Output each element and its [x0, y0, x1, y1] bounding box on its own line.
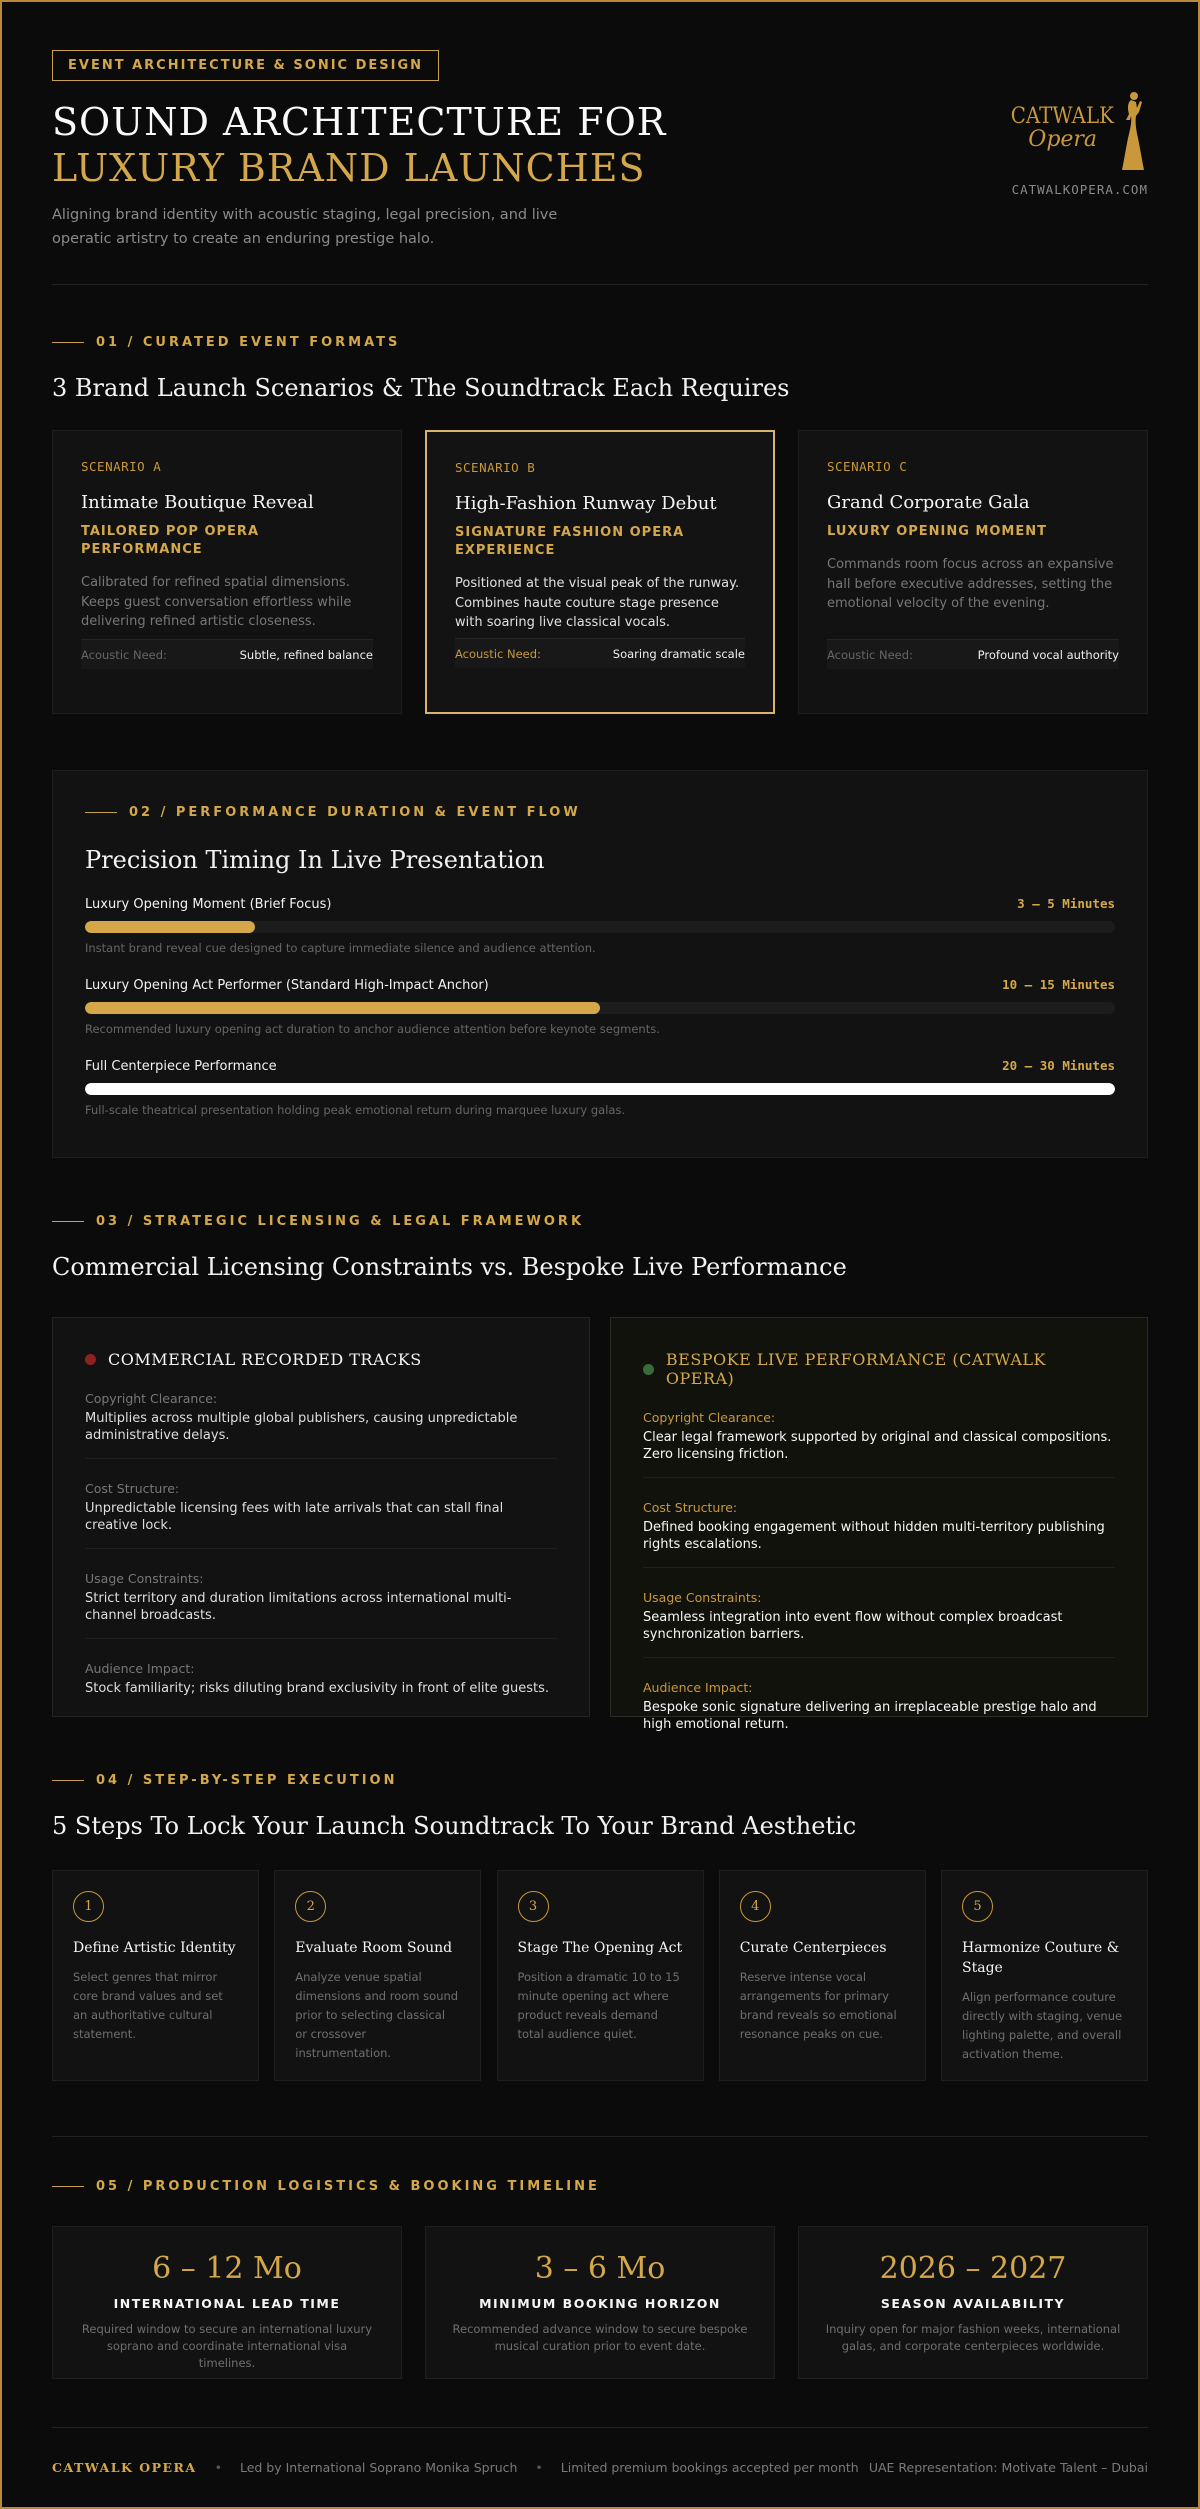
item-label: Usage Constraints: — [643, 1590, 762, 1605]
progress-track — [85, 1002, 1115, 1014]
section-licensing — [52, 1158, 1148, 1732]
acoustic-need-label: Acoustic Need: — [827, 647, 913, 662]
section-label — [52, 2179, 1148, 2194]
step-number-badge: 5 — [962, 1891, 993, 1922]
section-label — [52, 1773, 1148, 1788]
comparison-item — [85, 1391, 557, 1459]
stat-card-booking-horizon — [425, 2226, 775, 2379]
scenario-name: High-Fashion Runway Debut — [455, 493, 717, 514]
page-footer — [52, 2427, 1148, 2475]
scenario-description: Positioned at the visual peak of the runway. Combines haute couture stage presence with soaring live classical vocals. — [455, 576, 740, 630]
scenario-card-b[interactable] — [425, 430, 775, 714]
acoustic-need-label: Acoustic Need: — [455, 646, 541, 661]
section-event-formats — [52, 285, 1148, 714]
section-title: 5 Steps To Lock Your Launch Soundtrack To Your Brand Aesthetic — [52, 1812, 857, 1840]
page-title — [52, 99, 1148, 191]
comparison-item — [643, 1500, 1115, 1568]
section-label — [52, 1214, 1148, 1229]
item-value: Strict territory and duration limitations across international multi-channel broadcasts. — [85, 1591, 512, 1623]
duration-label: Full Centerpiece Performance — [85, 1059, 277, 1074]
progress-fill — [85, 921, 255, 933]
item-value: Multiplies across multiple global publishers, causing unpredictable administrative delays. — [85, 1411, 518, 1443]
step-title: Curate Centerpieces — [739, 1940, 887, 1956]
stat-description: Inquiry open for major fashion weeks, international galas, and corporate centerpieces worldwide. — [825, 2322, 1121, 2353]
section-label-text: 01 / CURATED EVENT FORMATS — [96, 335, 401, 350]
section-title: Commercial Licensing Constraints vs. Bespoke Live Performance — [52, 1253, 847, 1281]
comparison-item — [643, 1680, 1115, 1747]
progress-track — [85, 1083, 1115, 1095]
duration-bar-row — [85, 1058, 1115, 1117]
duration-note: Instant brand reveal cue designed to capture immediate silence and audience attention. — [85, 941, 596, 955]
stat-description: Recommended advance window to secure bespoke musical curation prior to event date. — [452, 2322, 748, 2353]
stat-value: 6 – 12 Mo — [152, 2251, 302, 2286]
scenario-subtitle: LUXURY OPENING MOMENT — [827, 524, 1047, 539]
hero-header — [52, 2, 1148, 285]
stat-caption: SEASON AVAILABILITY — [880, 2296, 1066, 2311]
stat-value: 2026 – 2027 — [879, 2251, 1067, 2286]
progress-fill — [85, 1002, 600, 1014]
stat-description: Required window to secure an international luxury soprano and coordinate international visa timelines. — [81, 2322, 373, 2370]
step-title: Define Artistic Identity — [73, 1940, 236, 1956]
scenario-name: Intimate Boutique Reveal — [81, 492, 314, 513]
website-link[interactable]: CATWALKOPERA.COM — [1011, 182, 1148, 197]
scenario-subtitle: TAILORED POP OPERA PERFORMANCE — [81, 524, 259, 557]
item-label: Cost Structure: — [643, 1500, 738, 1515]
stat-card-lead-time — [52, 2226, 402, 2379]
duration-bar-row — [85, 977, 1115, 1036]
step-number-badge: 1 — [73, 1891, 104, 1922]
step-number-badge: 2 — [295, 1891, 326, 1922]
step-title: Evaluate Room Sound — [295, 1940, 453, 1956]
item-label: Copyright Clearance: — [643, 1410, 776, 1425]
scenario-subtitle: SIGNATURE FASHION OPERA EXPERIENCE — [455, 525, 685, 558]
label-rule — [52, 1221, 84, 1223]
stat-caption: INTERNATIONAL LEAD TIME — [113, 2296, 341, 2311]
item-label: Cost Structure: — [85, 1481, 180, 1496]
comparison-item — [85, 1481, 557, 1549]
scenario-card-c[interactable] — [798, 430, 1148, 714]
section-label — [85, 805, 1115, 820]
label-rule — [52, 2186, 84, 2188]
duration-label: Luxury Opening Act Performer (Standard High-Impact Anchor) — [85, 978, 489, 993]
comparison-panels — [52, 1317, 1148, 1732]
item-label: Usage Constraints: — [85, 1571, 204, 1586]
singer-silhouette-icon — [1118, 90, 1148, 172]
step-card-1 — [52, 1870, 259, 2081]
scenario-code: SCENARIO B — [455, 460, 536, 475]
comparison-item — [85, 1571, 557, 1639]
category-tag: EVENT ARCHITECTURE & SONIC DESIGN — [52, 50, 439, 81]
footer-led-by: Led by International Soprano Monika Spruch — [239, 2460, 518, 2475]
logo-word-top: CATWALK — [1011, 104, 1115, 129]
acoustic-need-value: Soaring dramatic scale — [612, 646, 745, 661]
step-card-3 — [497, 1870, 704, 2081]
title-line-1: SOUND ARCHITECTURE FOR — [52, 100, 667, 144]
footer-left — [52, 2460, 859, 2475]
item-value: Bespoke sonic signature delivering an irreplaceable prestige halo and high emotional return. — [643, 1700, 1097, 1732]
step-card-4 — [719, 1870, 926, 2081]
hero-subtitle: Aligning brand identity with acoustic staging, legal precision, and live operatic artistry to create an enduring prestige halo. — [52, 207, 558, 247]
item-value: Defined booking engagement without hidden multi-territory publishing rights escalations. — [643, 1520, 1105, 1552]
progress-fill — [85, 1083, 1115, 1095]
item-value: Clear legal framework supported by original and classical compositions. Zero licensing friction. — [643, 1430, 1112, 1462]
step-title: Harmonize Couture & Stage — [962, 1940, 1120, 1976]
duration-note: Recommended luxury opening act duration to anchor audience attention before keynote segments. — [85, 1022, 660, 1036]
acoustic-need — [827, 639, 1119, 669]
step-card-5 — [941, 1870, 1148, 2081]
acoustic-need — [455, 638, 745, 668]
step-description: Analyze venue spatial dimensions and room sound prior to selecting classical or crossover instrumentation. — [295, 1970, 459, 2060]
scenario-description: Calibrated for refined spatial dimensions. Keeps guest conversation effortless while delivering refined artistic closeness. — [81, 575, 352, 629]
section-duration — [52, 770, 1148, 1158]
scenario-code: SCENARIO C — [827, 459, 908, 474]
item-value: Unpredictable licensing fees with late arrivals that can stall final creative lock. — [85, 1501, 504, 1533]
panel-heading-text: COMMERCIAL RECORDED TRACKS — [108, 1350, 422, 1369]
red-status-dot-icon — [85, 1354, 96, 1365]
section-label-text: 02 / PERFORMANCE DURATION & EVENT FLOW — [129, 805, 581, 820]
progress-track — [85, 921, 1115, 933]
footer-separator: • — [535, 2460, 543, 2475]
label-rule — [52, 342, 84, 344]
footer-representation: UAE Representation: Motivate Talent – Dubai — [868, 2460, 1148, 2475]
footer-limited-bookings: Limited premium bookings accepted per month — [560, 2460, 859, 2475]
stat-caption: MINIMUM BOOKING HORIZON — [479, 2296, 721, 2311]
stat-value: 3 – 6 Mo — [534, 2251, 666, 2286]
comparison-item — [643, 1410, 1115, 1478]
section-steps — [52, 1717, 1148, 2081]
logo-word-bottom: Opera — [1028, 127, 1098, 152]
duration-note: Full-scale theatrical presentation holding peak emotional return during marquee luxury galas. — [85, 1103, 626, 1117]
duration-label: Luxury Opening Moment (Brief Focus) — [85, 897, 332, 912]
scenario-code: SCENARIO A — [81, 459, 162, 474]
comparison-item — [85, 1661, 557, 1711]
step-description: Select genres that mirror core brand values and set an authoritative cultural statement. — [73, 1970, 223, 2041]
panel-heading-text: BESPOKE LIVE PERFORMANCE (CATWALK OPERA) — [665, 1350, 1046, 1388]
section-label-text: 04 / STEP-BY-STEP EXECUTION — [96, 1773, 398, 1788]
logo-wordmark — [1005, 104, 1120, 152]
step-number-badge: 3 — [518, 1891, 549, 1922]
acoustic-need-label: Acoustic Need: — [81, 647, 167, 662]
commercial-tracks-panel — [52, 1317, 590, 1717]
item-value: Seamless integration into event flow without complex broadcast synchronization barriers. — [643, 1610, 1063, 1642]
scenario-description: Commands room focus across an expansive hall before executive addresses, setting the emotional velocity of the evening. — [827, 557, 1114, 611]
step-cards — [52, 1870, 1148, 2081]
panel-heading — [643, 1350, 1115, 1388]
bespoke-performance-panel — [610, 1317, 1148, 1732]
step-title: Stage The Opening Act — [517, 1940, 683, 1956]
scenario-card-a[interactable] — [52, 430, 402, 714]
footer-separator: • — [214, 2460, 222, 2475]
section-logistics — [52, 2136, 1148, 2379]
brand-logo[interactable] — [998, 90, 1148, 197]
acoustic-need-value: Subtle, refined balance — [239, 647, 373, 662]
label-rule — [85, 812, 117, 814]
section-label — [52, 335, 1148, 350]
step-description: Align performance couture directly with staging, venue lighting palette, and overall activation theme. — [962, 1990, 1123, 2061]
step-description: Reserve intense vocal arrangements for primary brand reveals so emotional resonance peaks on cue. — [739, 1970, 897, 2041]
duration-bars — [85, 896, 1115, 1117]
panel-heading — [85, 1350, 557, 1369]
acoustic-need-value: Profound vocal authority — [977, 647, 1119, 662]
step-number-badge: 4 — [740, 1891, 771, 1922]
label-rule — [52, 1780, 84, 1782]
duration-value: 20 – 30 Minutes — [1002, 1058, 1115, 1073]
duration-value: 10 – 15 Minutes — [1002, 977, 1115, 992]
item-label: Copyright Clearance: — [85, 1391, 218, 1406]
logo-mark — [998, 90, 1148, 172]
section-label-text: 03 / STRATEGIC LICENSING & LEGAL FRAMEWORK — [96, 1214, 585, 1229]
acoustic-need — [81, 639, 373, 669]
item-label: Audience Impact: — [643, 1680, 753, 1695]
scenario-name: Grand Corporate Gala — [827, 492, 1030, 513]
scenario-cards — [52, 430, 1148, 714]
item-label: Audience Impact: — [85, 1661, 195, 1676]
footer-brand[interactable]: CATWALK OPERA — [52, 2460, 197, 2475]
section-title: 3 Brand Launch Scenarios & The Soundtrack Each Requires — [52, 374, 790, 402]
logistics-stats — [52, 2226, 1148, 2379]
duration-bar-row — [85, 896, 1115, 955]
title-line-2: LUXURY BRAND LAUNCHES — [52, 146, 646, 190]
duration-value: 3 – 5 Minutes — [1017, 896, 1115, 911]
item-value: Stock familiarity; risks diluting brand exclusivity in front of elite guests. — [85, 1681, 550, 1696]
green-status-dot-icon — [643, 1364, 654, 1375]
step-description: Position a dramatic 10 to 15 minute opening act where product reveals demand total audience quiet. — [517, 1970, 680, 2041]
comparison-item — [643, 1590, 1115, 1658]
stat-card-season — [798, 2226, 1148, 2379]
section-label-text: 05 / PRODUCTION LOGISTICS & BOOKING TIMELINE — [96, 2179, 600, 2194]
section-title: Precision Timing In Live Presentation — [85, 846, 545, 874]
step-card-2 — [274, 1870, 481, 2081]
